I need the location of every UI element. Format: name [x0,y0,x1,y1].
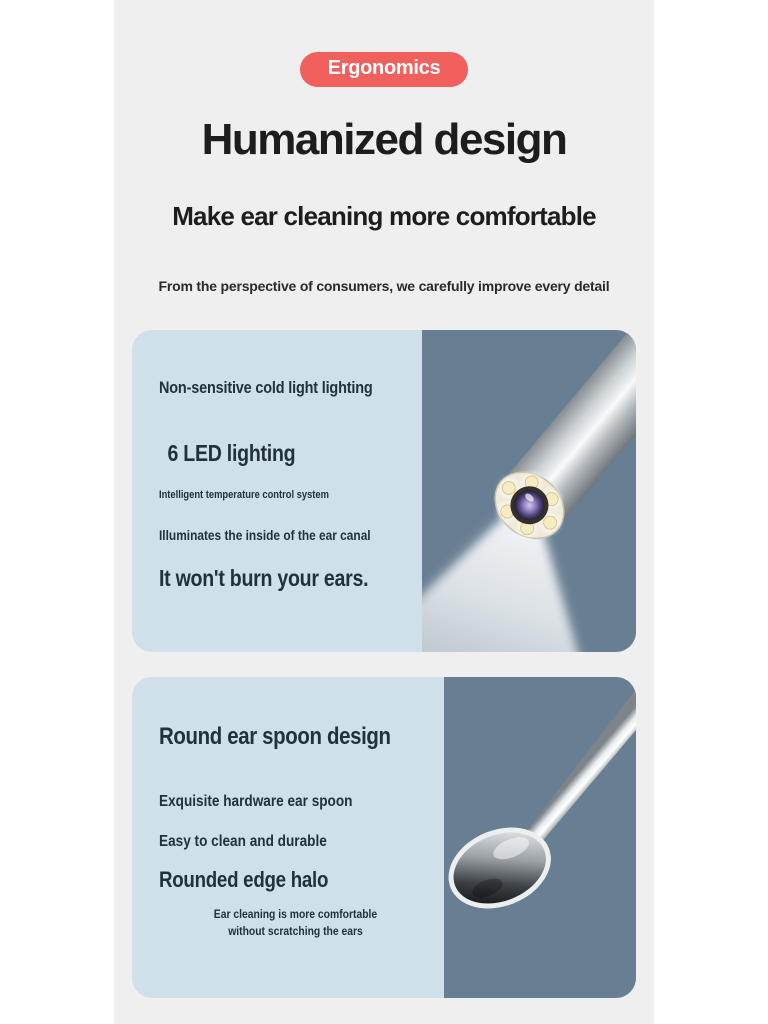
rounded-halo-label: Rounded edge halo [159,867,329,893]
illuminate-label: Illuminates the inside of the ear canal [159,527,371,544]
product-detail-page [114,0,654,1024]
page-subtitle: Make ear cleaning more comfortable [172,201,596,232]
easy-clean-label: Easy to clean and durable [159,833,327,851]
page-title: Humanized design [201,115,567,164]
ergonomics-badge: Ergonomics [300,52,469,87]
ear-spoon-photo-panel [444,677,636,998]
ear-spoon-text-panel [132,677,444,998]
no-burn-label: It won't burn your ears. [159,565,369,592]
hardware-spoon-label: Exquisite hardware ear spoon [159,793,353,811]
temperature-control-label: Intelligent temperature control system [159,489,329,502]
endoscope-led-tip-photo [422,330,636,652]
comfort-note: Ear cleaning is more comfortable without scratching the ears [213,909,377,939]
feature-card-ear-spoon [132,677,636,998]
feature-card-cold-light [132,330,636,652]
metal-ear-spoon-photo [444,677,636,998]
cold-light-text-panel [132,330,422,652]
led-count-label: 6 LED lighting [167,440,296,467]
tagline: From the perspective of consumers, we carefully improve every detail [158,278,610,295]
cold-light-photo-panel [422,330,636,652]
cold-light-heading: Non-sensitive cold light lighting [159,378,373,398]
ear-spoon-heading: Round ear spoon design [159,723,391,751]
